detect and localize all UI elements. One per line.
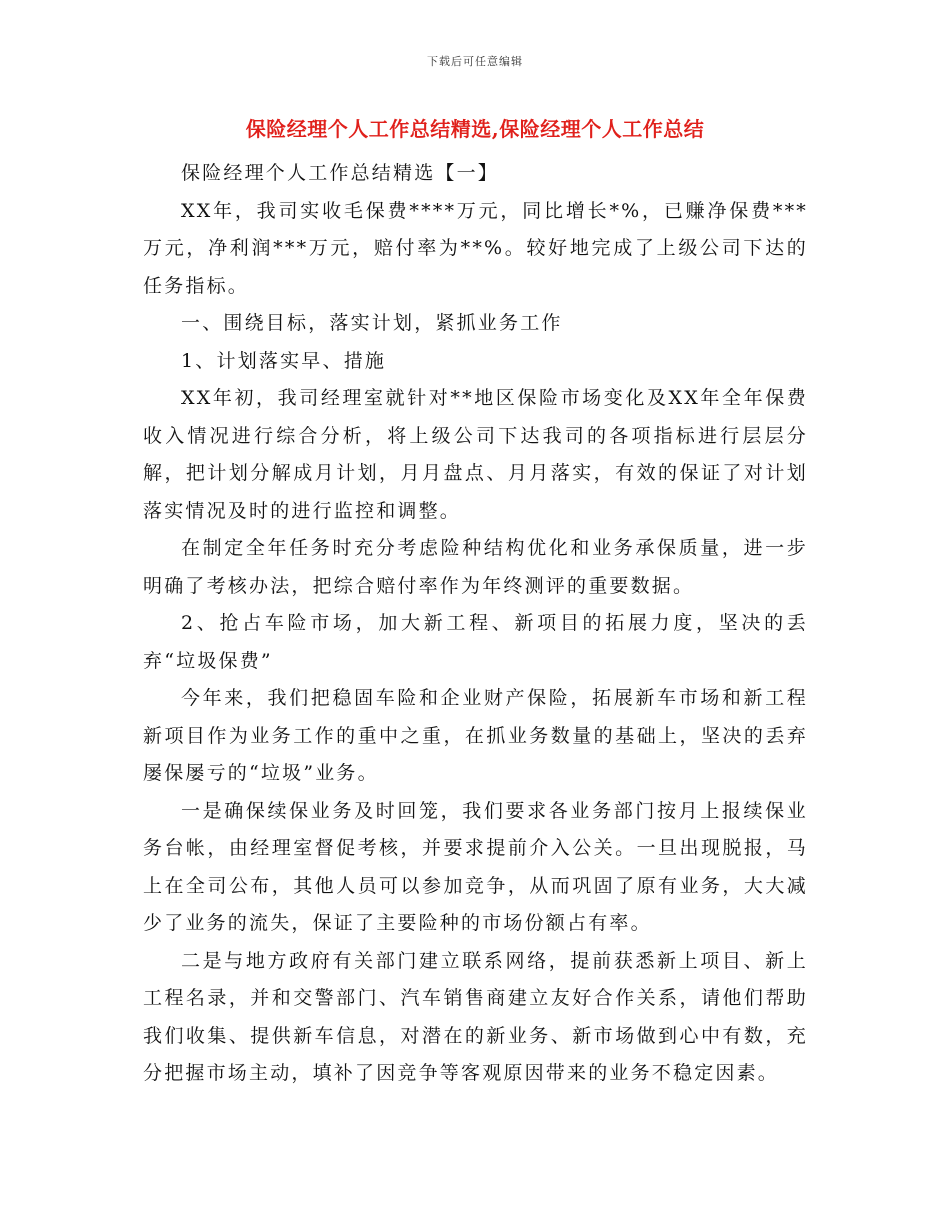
- body-paragraph: 二是与地方政府有关部门建立联系网络，提前获悉新上项目、新上工程名录，并和交警部门、汽车销售商建立友好合作关系，请他们帮助我们收集、提供新车信息，对潜在的新业务、新市场做到心中有数，充分把握市场主动，填补了因竞争等客观原因带来的业务不稳定因素。: [143, 949, 808, 1084]
- subsection-heading: 2、抢占车险市场，加大新工程、新项目的拓展力度，坚决的丢弃“垃圾保费”: [143, 612, 808, 672]
- download-note: 下载后可任意编辑: [427, 55, 523, 68]
- document-body: [143, 155, 808, 1093]
- body-paragraph: 一是确保续保业务及时回笼，我们要求各业务部门按月上报续保业务台帐，由经理室督促考核，并要求提前介入公关。一旦出现脱报，马上在全司公布，其他人员可以参加竞争，从而巩固了原有业务，大大减少了业务的流失，保证了主要险种的市场份额占有率。: [143, 799, 808, 934]
- section-heading: 保险经理个人工作总结精选【一】: [181, 162, 500, 184]
- subsection-heading: 一、围绕目标，落实计划，紧抓业务工作: [181, 312, 563, 334]
- subsection-heading: 1、计划落实早、措施: [181, 349, 387, 372]
- document-title: 保险经理个人工作总结精选,保险经理个人工作总结: [245, 117, 705, 141]
- body-paragraph: XX年，我司实收毛保费****万元，同比增长*%，已赚净保费***万元，净利润***万元，赔付率为**%。较好地完成了上级公司下达的任务指标。: [143, 199, 808, 297]
- body-paragraph: 在制定全年任务时充分考虑险种结构优化和业务承保质量，进一步明确了考核办法，把综合赔付率作为年终测评的重要数据。: [143, 537, 808, 597]
- body-paragraph: 今年来，我们把稳固车险和企业财产保险，拓展新车市场和新工程新项目作为业务工作的重中之重，在抓业务数量的基础上，坚决的丢弃屡保屡亏的“垃圾”业务。: [143, 687, 808, 784]
- body-paragraph: XX年初，我司经理室就针对**地区保险市场变化及XX年全年保费收入情况进行综合分析，将上级公司下达我司的各项指标进行层层分解，把计划分解成月计划，月月盘点、月月落实，有效的保证了对计划落实情况及时的进行监控和调整。: [143, 387, 808, 522]
